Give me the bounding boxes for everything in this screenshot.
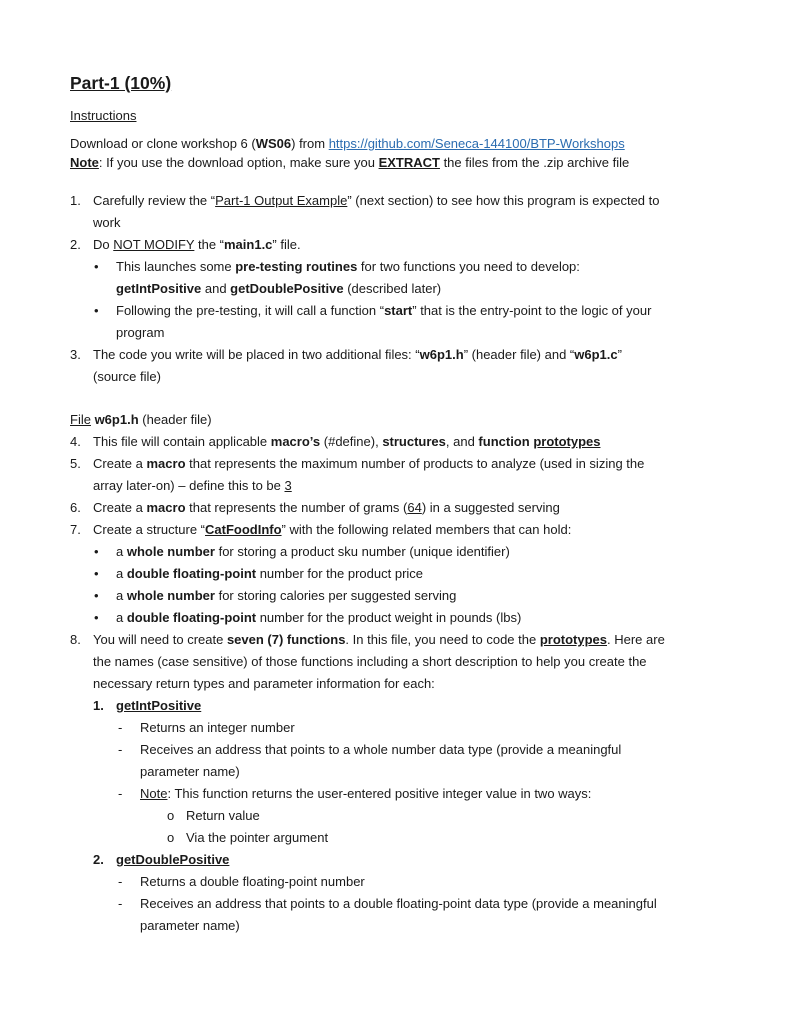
bullet-item-cont: getIntPositive and getDoublePositive (described later) xyxy=(116,281,442,296)
list-item-3-cont: (source file) xyxy=(93,369,161,384)
list-number: 3. xyxy=(70,347,81,362)
list-item-7: Create a structure “CatFoodInfo” with the following related members that can hold: xyxy=(93,522,572,537)
list-number: 5. xyxy=(70,456,81,471)
function-desc-cont: parameter name) xyxy=(140,764,240,779)
list-number: 8. xyxy=(70,632,81,647)
repo-link[interactable]: https://github.com/Seneca-144100/BTP-Workshops xyxy=(328,136,625,151)
dash: - xyxy=(118,874,123,889)
bullet: • xyxy=(94,303,99,318)
list-item-6: Create a macro that represents the number of grams (64) in a suggested serving xyxy=(93,500,560,515)
function-number: 2. xyxy=(93,852,104,867)
bullet-item: a double floating-point number for the product weight in pounds (lbs) xyxy=(116,610,522,625)
sub-bullet: o xyxy=(167,830,175,845)
dash: - xyxy=(118,720,123,735)
bullet: • xyxy=(94,259,99,274)
list-item-5: Create a macro that represents the maximum number of products to analyze (used in sizing the xyxy=(93,456,645,471)
file-heading: File w6p1.h (header file) xyxy=(70,412,212,427)
list-item-1: Carefully review the “Part-1 Output Example” (next section) to see how this program is expected to xyxy=(93,193,660,208)
bullet-item: This launches some pre-testing routines for two functions you need to develop: xyxy=(116,259,580,274)
list-item-8: You will need to create seven (7) functions. In this file, you need to code the prototypes. Here are xyxy=(93,632,665,647)
function-number: 1. xyxy=(93,698,104,713)
function-desc: Receives an address that points to a whole number data type (provide a meaningful xyxy=(140,742,622,757)
list-item-4: This file will contain applicable macro’s (#define), structures, and function prototypes xyxy=(93,434,601,449)
bullet-item-cont: program xyxy=(116,325,165,340)
note-line: Note: If you use the download option, make sure you EXTRACT the files from the .zip archive file xyxy=(70,155,630,170)
dash: - xyxy=(118,742,123,757)
dash: - xyxy=(118,786,123,801)
bullet-item: Following the pre-testing, it will call a function “start” that is the entry-point to the logic of your xyxy=(116,303,652,318)
function-name: getIntPositive xyxy=(116,698,202,713)
list-number: 2. xyxy=(70,237,81,252)
function-desc: Returns an integer number xyxy=(140,720,295,735)
list-number: 1. xyxy=(70,193,81,208)
bullet-item: a whole number for storing calories per suggested serving xyxy=(116,588,457,603)
dash: - xyxy=(118,896,123,911)
list-number: 6. xyxy=(70,500,81,515)
list-item-8-cont: the names (case sensitive) of those functions including a short description to help you create the xyxy=(93,654,647,669)
page-title: Part-1 (10%) xyxy=(70,73,172,93)
function-name: getDoublePositive xyxy=(116,852,230,867)
sub-bullet-item: Via the pointer argument xyxy=(186,830,329,845)
list-item-1-cont: work xyxy=(93,215,121,230)
list-number: 4. xyxy=(70,434,81,449)
bullet: • xyxy=(94,544,99,559)
function-desc: Returns a double floating-point number xyxy=(140,874,365,889)
download-line: Download or clone workshop 6 (WS06) from https://github.com/Seneca-144100/BTP-Workshops xyxy=(70,136,625,151)
instructions-heading: Instructions xyxy=(70,108,137,123)
bullet-item: a double floating-point number for the product price xyxy=(116,566,424,581)
bullet: • xyxy=(94,610,99,625)
sub-bullet: o xyxy=(167,808,175,823)
function-desc-cont: parameter name) xyxy=(140,918,240,933)
list-number: 7. xyxy=(70,522,81,537)
bullet: • xyxy=(94,566,99,581)
sub-bullet-item: Return value xyxy=(186,808,260,823)
list-item-3: The code you write will be placed in two additional files: “w6p1.h” (header file) and “w6p1.c” xyxy=(93,347,622,362)
function-desc: Receives an address that points to a double floating-point data type (provide a meaningful xyxy=(140,896,657,911)
list-item-2: Do NOT MODIFY the “main1.c” file. xyxy=(93,237,301,252)
list-item-5-cont: array later-on) – define this to be 3 xyxy=(93,478,292,493)
list-item-8-cont: necessary return types and parameter information for each: xyxy=(93,676,435,691)
bullet-item: a whole number for storing a product sku number (unique identifier) xyxy=(116,544,510,559)
bullet: • xyxy=(94,588,99,603)
function-note: Note: This function returns the user-entered positive integer value in two ways: xyxy=(140,786,592,801)
